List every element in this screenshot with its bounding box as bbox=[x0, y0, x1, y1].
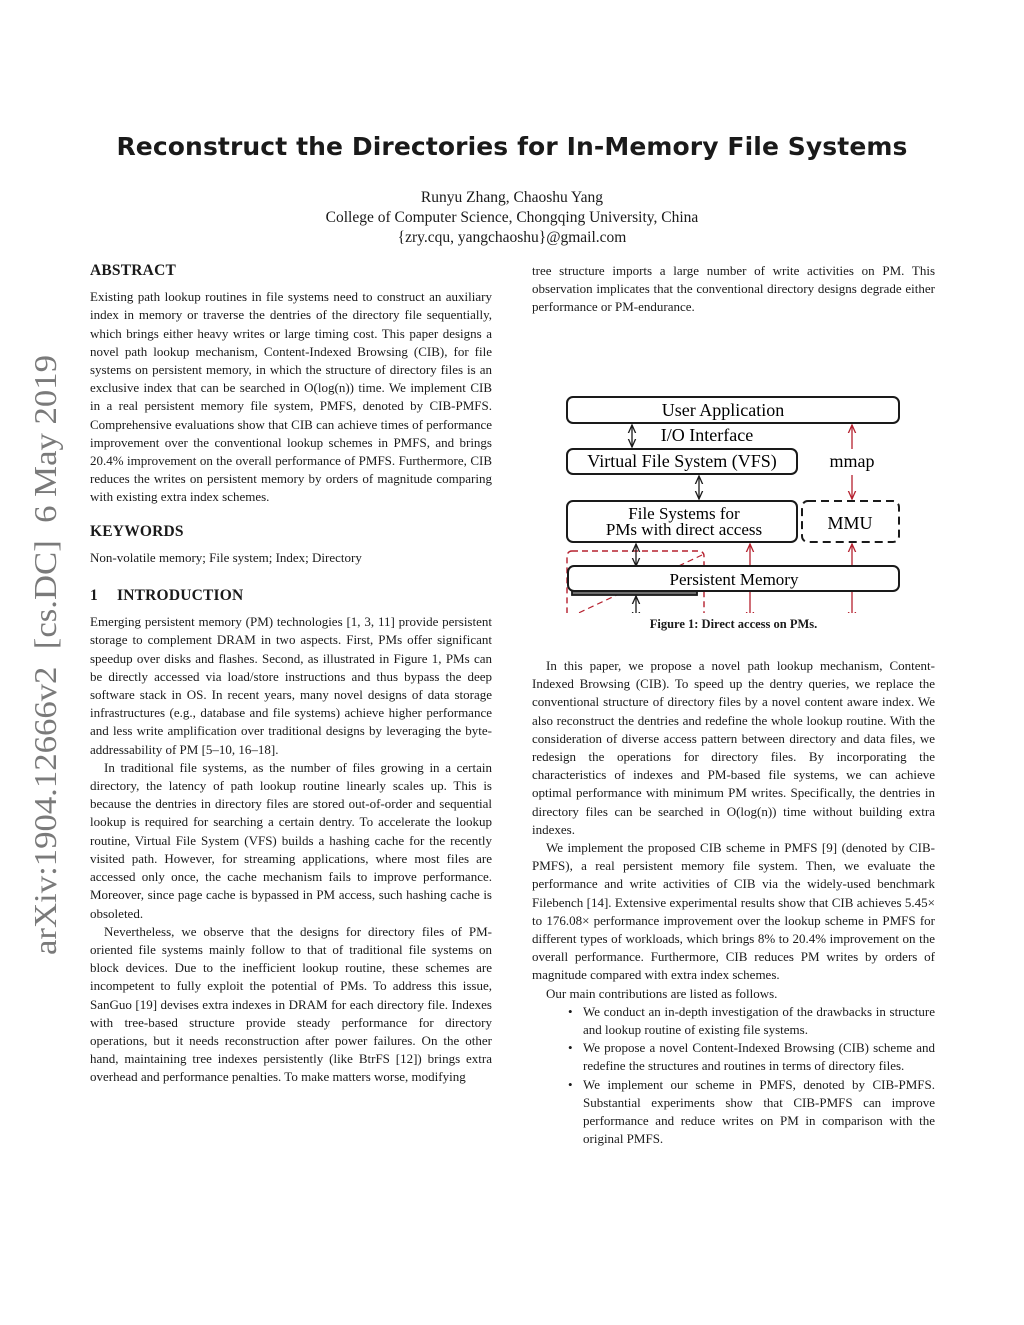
io-interface-label: I/O Interface bbox=[660, 424, 754, 445]
contribution-list bbox=[532, 1003, 935, 1149]
bullet-icon: • bbox=[568, 1076, 573, 1092]
keywords-text: Non-volatile memory; File system; Index; Directory bbox=[90, 549, 362, 565]
arxiv-stamp bbox=[18, 350, 70, 960]
intro-paragraph-2: In traditional file systems, as the number of files growing in a certain directory, the latency of path lookup routine linearly scales up. This is because the dentries in directory files are stored out-of-order and sequential lookup is required for searching a certain dentry. To accelerate the lookup routine, Virtual File System (VFS) builds a hashing cache for the recently visited path. However, for streaming applications, where most files are accessed only once, the cache mechanism fails to improve performance. Moreover, since page cache is bypassed in PM access, such hashing cache is obsoleted. bbox=[90, 759, 492, 921]
author-names: Runyu Zhang, Chaoshu Yang bbox=[420, 189, 604, 206]
intro-paragraph-3: Nevertheless, we observe that the designs for directory files of PM-oriented file systems mainly follow to that of traditional file systems on block devices. Due to the inefficient lookup routine, these schemes are incompetent to fully exploit the potential of PMs. To address this issue, SanGuo [19] devises extra indexes in DRAM for each directory file. Indexes with tree-based structure provide steady performance for directory operations, but it needs reconstruction after power failures. On the other hand, maintaining tree indexes persistently (like BtrFS [12]) brings extra overhead and performance penalties. To make matters worse, modifying bbox=[90, 923, 492, 1085]
right-column-body bbox=[532, 657, 935, 1148]
mmap-label: mmap bbox=[829, 450, 875, 471]
introduction-heading bbox=[90, 587, 492, 605]
keywords-heading: KEYWORDS bbox=[90, 522, 184, 540]
pm-box-wrapper bbox=[567, 565, 900, 591]
vfs-label: Virtual File System (VFS) bbox=[587, 450, 777, 471]
list-item: • We conduct an in-depth investigation of the drawbacks in structure and lookup routine of existing file systems. bbox=[568, 1003, 935, 1038]
intro-paragraph-5: We implement the proposed CIB scheme in PMFS [9] (denoted by CIB-PMFS), a real persistent memory file system. Then, we evaluate the performance and write activities of CIB via the widely-used benchmark Filebench [14]. Extensive experimental results show that CIB achieves 5.45× to 176.08× performance improvement over the lookup scheme in PMFS for different types of workloads, which brings 8% to 20.4% improvement on the overall performance. Furthermore, CIB reduces PM writes by orders of magnitude compared with extra index schemes. bbox=[532, 840, 935, 983]
author-block bbox=[0, 188, 1024, 248]
intro-paragraph-1: Emerging persistent memory (PM) technologies [1, 3, 11] provide persistent storage to complement DRAM in two aspects. First, PMs offer significant speedup over disks and flashes. Second, as illustrated in Figure 1, PMs can be directly accessed via load/store instructions and thus bypass the deep software stack in OS. In recent years, many novel designs of data storage infrastructures (e.g., database and file systems) achieve higher performance and less write amplification over traditional designs by leveraging the byte-addressability of PM [5–10, 16–18]. bbox=[90, 614, 492, 757]
intro-paragraph-6: Our main contributions are listed as follows. bbox=[546, 985, 778, 1001]
abstract-text: Existing path lookup routines in file systems need to construct an auxiliary index in memory or traverse the dentries of the directory file sequentially, which brings either heavy writes or large timing cost. This paper designs a novel path lookup mechanism, Content-Indexed Browsing (CIB), for file systems on persistent memory, in which the structure of directory files is an exclusive index that can be searched in O(log(n)) time. We implement CIB in a real persistent memory file system, PMFS, denoted by CIB-PMFS. Comprehensive evaluations show that CIB can achieve times of performance improvement over the conventional lookup schemes in PMFS, and brings 20.4% improvement on the overall performance of PMFS. Furthermore, CIB reduces the writes on persistent memory by orders of magnitude comparing with existing extra index schemes. bbox=[90, 289, 492, 505]
figure-1-caption: Figure 1: Direct access on PMs. bbox=[649, 617, 818, 631]
intro-paragraph-3-continued: tree structure imports a large number of write activities on PM. This observation implicates that the conventional directory designs degrade either performance or PM-endurance. bbox=[532, 263, 935, 315]
abstract-heading: ABSTRACT bbox=[90, 262, 177, 279]
bullet-icon: • bbox=[568, 1040, 573, 1056]
author-email: {zry.cqu, yangchaoshu}@gmail.com bbox=[397, 229, 627, 246]
author-affiliation: College of Computer Science, Chongqing University, China bbox=[325, 209, 699, 226]
arxiv-id-text: arXiv:1904.12666v2 [cs.DC] 6 May 2019 bbox=[28, 410, 63, 955]
file-systems-label-2: PMs with direct access bbox=[605, 519, 763, 539]
left-column bbox=[90, 262, 492, 1087]
mmu-label: MMU bbox=[827, 512, 873, 533]
file-systems-label-1: File Systems for bbox=[628, 503, 740, 523]
list-item: • We propose a novel Content-Indexed Browsing (CIB) scheme and redefine the structures and routines in terms of directory files. bbox=[568, 1040, 935, 1074]
right-column bbox=[532, 262, 935, 613]
intro-paragraph-4: In this paper, we propose a novel path lookup mechanism, Content-Indexed Browsing (CIB). To speed up the dentry queries, we replace the conventional structure of directory files by a novel content aware index. We also reconstruct the dentries and redefine the whole lookup routine. With the consideration of diverse access pattern between directory and data files, we redesign the operations for directory files. By incorporating the characteristics of indexes and PM-based file systems, we can achieve optimal performance with minimum PM writes. Specifically, the dentries in directory files can be searched in O(log(n)) time without building extra indexes. bbox=[532, 658, 935, 837]
persistent-memory-diagram bbox=[567, 565, 900, 593]
section-title: INTRODUCTION bbox=[117, 587, 244, 605]
paper-title: Reconstruct the Directories for In-Memory File Systems bbox=[116, 132, 908, 161]
bullet-icon: • bbox=[568, 1003, 573, 1019]
list-item: • We implement our scheme in PMFS, denoted by CIB-PMFS. Substantial experiments show that CIB-PMFS can improve performance and reduce writes on PM in comparison with the original PMFS. bbox=[568, 1076, 935, 1147]
persistent-memory-label: Persistent Memory bbox=[669, 570, 799, 589]
section-number: 1 bbox=[90, 587, 98, 605]
user-application-label: User Application bbox=[661, 399, 785, 420]
